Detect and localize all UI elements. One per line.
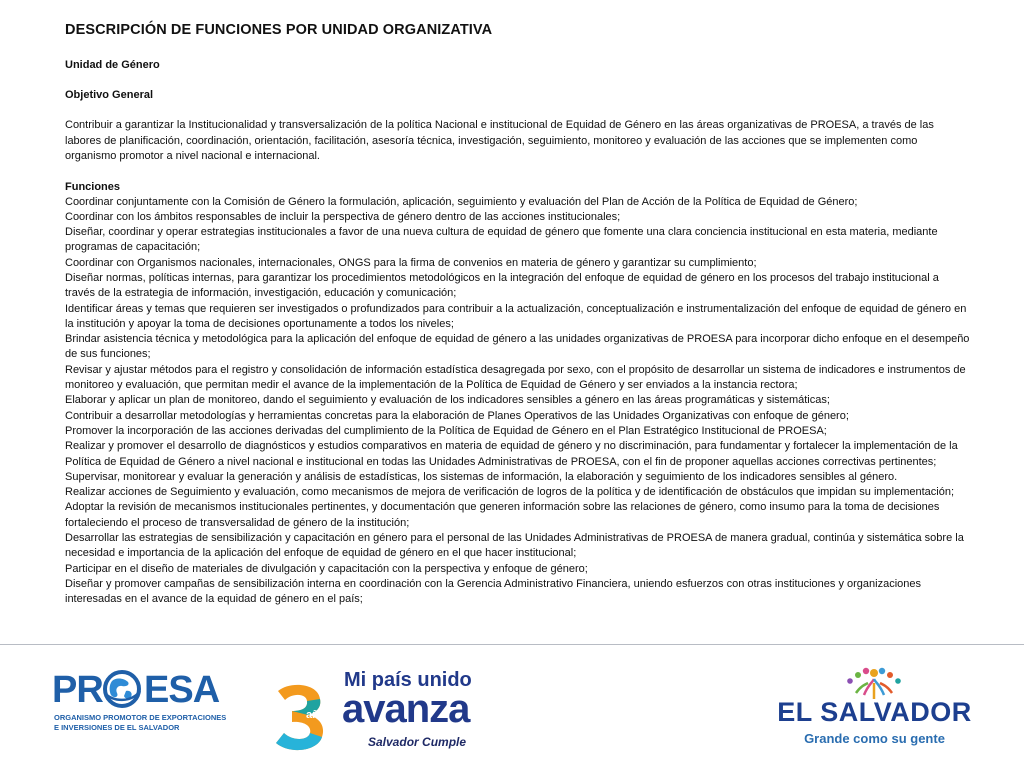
function-item: Realizar acciones de Seguimiento y evaluación, como mecanismos de mejora de verificación de logros de la política y de identificación de obstáculos que impidan su implementación; [65, 486, 955, 499]
document-title: DESCRIPCIÓN DE FUNCIONES POR UNIDAD ORGANIZATIVA [65, 22, 493, 38]
proesa-wordmark-right: ESA [144, 669, 220, 711]
function-item: Supervisar, monitorear y evaluar la generación y análisis de estadísticas, los sistemas de información, la elaboración y seguimiento de los indicadores sensibles al género. [65, 470, 898, 483]
proesa-wordmark [52, 667, 232, 713]
proesa-subtitle-line-2: E INVERSIONES DE EL SALVADOR [54, 723, 180, 732]
campaign-logo [272, 663, 472, 759]
campaign-line-2: avanza [342, 687, 470, 731]
el-salvador-tagline: Grande como su gente [804, 731, 945, 746]
footer [0, 645, 1024, 768]
function-item: Revisar y ajustar métodos para el registro y consolidación de información estadística desagregada por sexo, con el propósito de desarrollar un sistema de indicadores e instrumentos de monitoreo y evaluación, que permitan medir el avance de la implementación de la Política de Equidad de Género y ser enviados a la instancia rectora; [65, 363, 966, 392]
function-item: Coordinar con los ámbitos responsables de incluir la perspectiva de género dentro de las acciones institucionales; [65, 210, 621, 223]
function-item: Promover la incorporación de las acciones derivadas del cumplimiento de la Política de Equidad de Género en el Plan Estratégico Institucional de PROESA; [65, 424, 827, 437]
globe-icon [102, 669, 142, 709]
function-item: Coordinar conjuntamente con la Comisión de Género la formulación, aplicación, seguimiento y evaluación del Plan de Acción de la Política de Equidad de Género; [65, 195, 858, 208]
proesa-subtitle-line-1: ORGANISMO PROMOTOR DE EXPORTACIONES [54, 713, 227, 722]
function-item: Participar en el diseño de materiales de divulgación y capacitación con la perspectiva y enfoque de género; [65, 562, 588, 575]
el-salvador-logo [772, 665, 977, 751]
function-item: Desarrollar las estrategias de sensibilización y capacitación en género para el personal de las Unidades Administrativas de PROESA de manera gradual, continúa y sistemática sobre la necesidad e importancia de la aplicación del enfoque de equidad de género en el que hacer institucional; [65, 532, 964, 560]
proesa-subtitle [54, 713, 254, 733]
campaign-line-1: Mi país unido [344, 669, 472, 691]
functions-list [65, 195, 970, 608]
unit-name: Unidad de Género [65, 59, 160, 71]
document-body [65, 22, 970, 608]
function-item: Identificar áreas y temas que requieren ser investigados o profundizados para contribuir a la actualización, conceptualización e instrumentalización del enfoque de equidad de género en la institución y apoyar la toma de decisiones oportunamente a todos los niveles; [65, 302, 967, 330]
function-item: Realizar y promover el desarrollo de diagnósticos y estudios comparativos en materia de equidad de género y no discriminación, para fundamentar y fortalecer la implementación de la Política de Equidad de Género a nivel nacional e institucional en todas las Unidades Administrativas de PROESA, con el fin de proponer aquellas acciones correctivas pertinentes; [65, 440, 958, 468]
functions-heading: Funciones [65, 180, 121, 193]
campaign-anos: años [306, 709, 332, 721]
el-salvador-title: EL SALVADOR [777, 697, 972, 727]
flowers-icon [834, 665, 914, 701]
function-item: Elaborar y aplicar un plan de monitoreo, dando el seguimiento y evaluación de los indicadores sensibles a género en las áreas programáticas y sistemáticas; [65, 394, 830, 407]
proesa-wordmark-left: PR [52, 669, 103, 711]
function-item: Brindar asistencia técnica y metodológica para la aplicación del enfoque de equidad de género a las unidades organizativas de PROESA para incorporar dicho enfoque en el desempeño de sus funciones; [65, 333, 970, 361]
objective-heading: Objetivo General [65, 89, 154, 101]
function-item: Diseñar y promover campañas de sensibilización interna en coordinación con la Gerencia Administrativo Financiera, uniendo esfuerzos con otras instituciones y organizaciones interesadas en el avance de la equidad de género en el país; [65, 577, 922, 606]
function-item: Diseñar, coordinar y operar estrategias institucionales a favor de una nueva cultura de equidad de género que fomente una clara conciencia institucional en esta materia, mediante programas de capacitación; [65, 226, 938, 254]
function-item: Coordinar con Organismos nacionales, internacionales, ONGS para la firma de convenios en materia de género y garantizar su cumplimiento; [65, 256, 757, 269]
campaign-line-3: Salvador Cumple [368, 735, 467, 749]
function-item: Contribuir a desarrollar metodologías y herramientas concretas para la elaboración de Planes Operativos de las Unidades Organizativas con enfoque de género; [65, 409, 849, 422]
objective-text: Contribuir a garantizar la Institucionalidad y transversalización de la política Nacional e institucional de Equidad de Género en las áreas organizativas de PROESA, a través de las labores de planificación, coordinación, orientación, facilitación, asesoría técnica, investigación, seguimiento, monitoreo y evaluación de las acciones que se implementen como organismo promotor a nivel nacional e internacional. [65, 119, 934, 162]
function-item: Adoptar la revisión de mecanismos institucionales pertinentes, y documentación que generen información sobre las relaciones de género, como insumo para la toma de decisiones fortaleciendo el proceso de transversalidad de género de la institución; [65, 501, 940, 529]
proesa-logo [52, 667, 232, 737]
function-item: Diseñar normas, políticas internas, para garantizar los procedimientos metodológicos en la integración del enfoque de equidad de género en los procesos del trabajo institucional a través de la estrategia de información, investigación, educación y comunicación; [65, 271, 939, 300]
